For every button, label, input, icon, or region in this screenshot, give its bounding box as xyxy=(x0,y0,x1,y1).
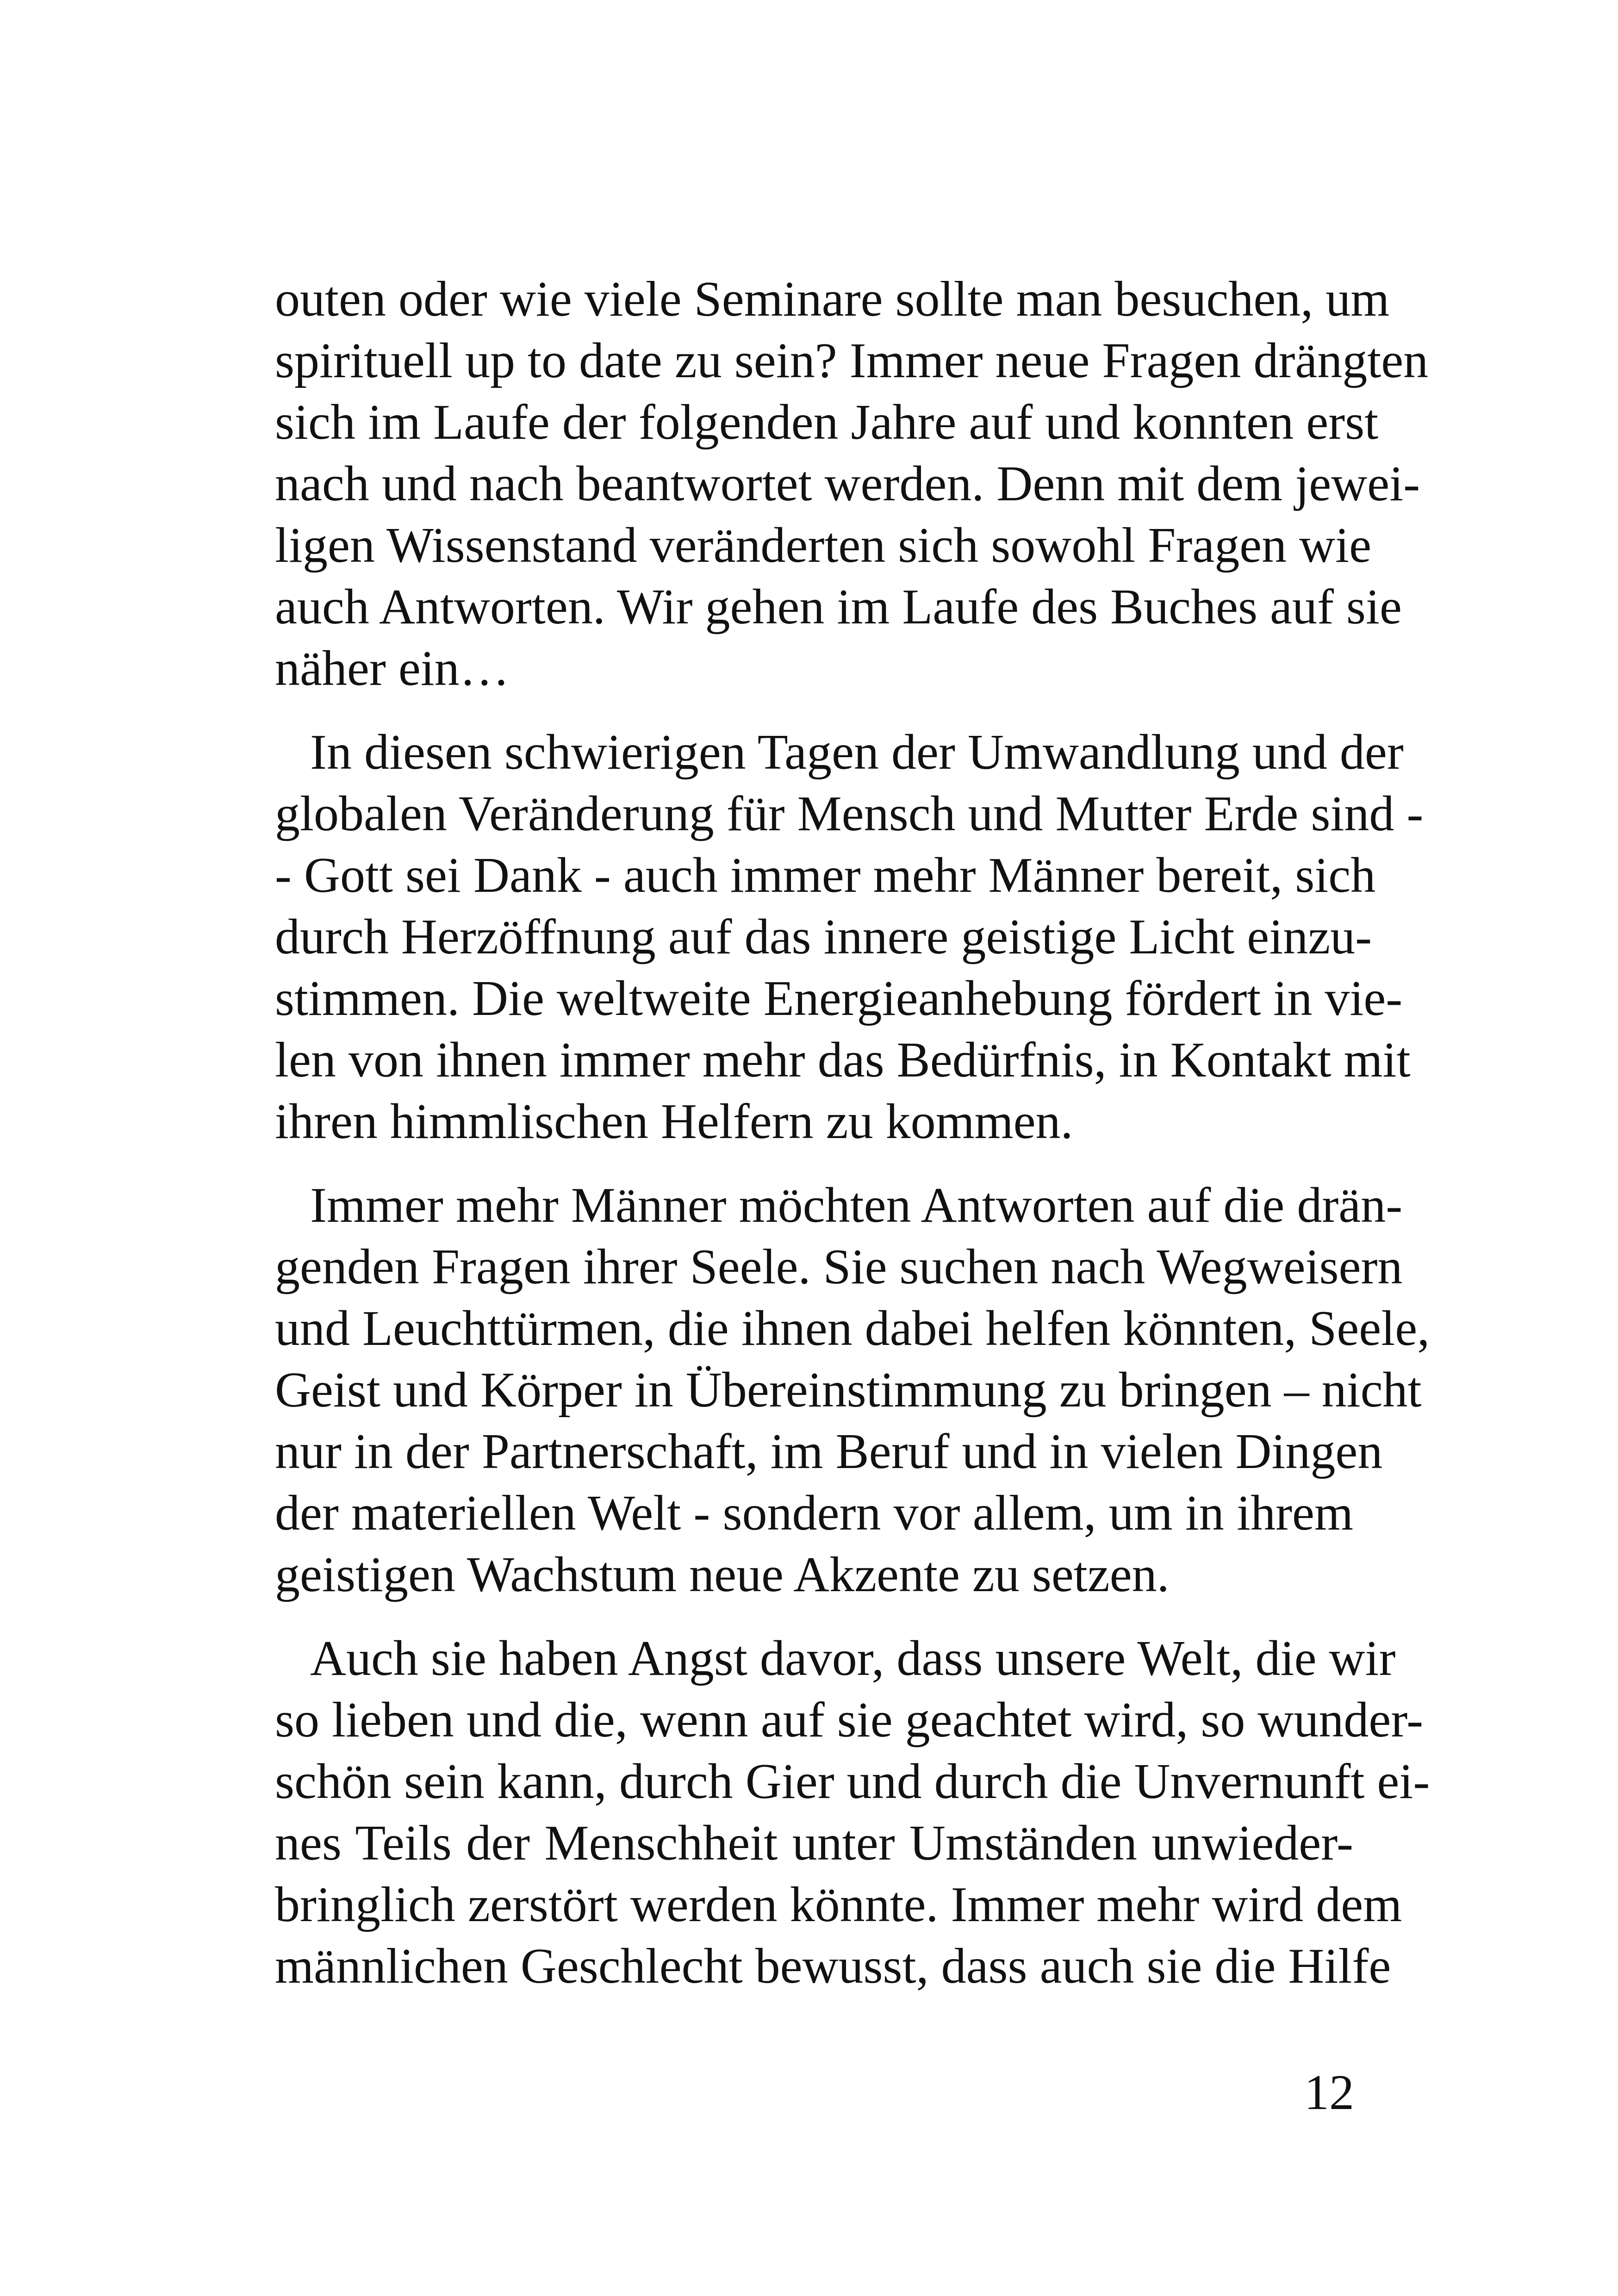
text-line: männlichen Geschlecht bewusst, dass auch sie die Hilfe xyxy=(275,1939,1391,1994)
text-line: nur in der Partnerschaft, im Beruf und in vielen Dingen xyxy=(275,1424,1383,1479)
paragraph-gap xyxy=(275,1152,1353,1175)
paragraph-3 xyxy=(275,1175,1430,1605)
text-line: und Leuchttürmen, die ihnen dabei helfen könnten, Seele, xyxy=(275,1301,1430,1356)
text-line: Geist und Körper in Übereinstimmung zu bringen – nicht xyxy=(275,1363,1422,1418)
paragraph-1 xyxy=(275,268,1429,699)
text-line: nach und nach beantwortet werden. Denn mit dem jewei- xyxy=(275,456,1420,511)
paragraph-4 xyxy=(275,1628,1430,1997)
text-line: - Gott sei Dank - auch immer mehr Männer bereit, sich xyxy=(275,848,1376,903)
text-line: Auch sie haben Angst davor, dass unsere Welt, die wir xyxy=(310,1631,1396,1686)
text-line: genden Fragen ihrer Seele. Sie suchen nach Wegweisern xyxy=(275,1239,1403,1294)
paragraph-gap xyxy=(275,699,1353,722)
text-line: In diesen schwierigen Tagen der Umwandlung und der xyxy=(310,725,1404,780)
text-line: sich im Laufe der folgenden Jahre auf und konnten erst xyxy=(275,395,1379,450)
text-line: ihren himmlischen Helfern zu kommen. xyxy=(275,1094,1073,1149)
text-line: nes Teils der Menschheit unter Umständen unwieder- xyxy=(275,1816,1353,1871)
text-line: bringlich zerstört werden könnte. Immer mehr wird dem xyxy=(275,1877,1402,1932)
text-line: näher ein… xyxy=(275,641,510,696)
paragraph-gap xyxy=(275,1605,1353,1628)
text-line: globalen Veränderung für Mensch und Mutter Erde sind - xyxy=(275,786,1424,841)
text-line: Immer mehr Männer möchten Antworten auf die drän- xyxy=(310,1178,1403,1233)
text-line: auch Antworten. Wir gehen im Laufe des Buches auf sie xyxy=(275,579,1402,635)
paragraph-2 xyxy=(275,722,1424,1152)
text-line: outen oder wie viele Seminare sollte man besuchen, um xyxy=(275,272,1390,327)
text-line: der materiellen Welt - sondern vor allem, um in ihrem xyxy=(275,1486,1353,1541)
text-line: ligen Wissenstand veränderten sich sowohl Fragen wie xyxy=(275,518,1372,573)
page-number: 12 xyxy=(1304,2065,1354,2120)
text-line: schön sein kann, durch Gier und durch die Unvernunft ei- xyxy=(275,1754,1430,1809)
text-line: spirituell up to date zu sein? Immer neue Fragen drängten xyxy=(275,333,1429,388)
text-line: so lieben und die, wenn auf sie geachtet wird, so wunder- xyxy=(275,1692,1424,1748)
text-line: stimmen. Die weltweite Energieanhebung fördert in vie- xyxy=(275,971,1403,1026)
text-line: geistigen Wachstum neue Akzente zu setzen. xyxy=(275,1547,1170,1602)
text-line: len von ihnen immer mehr das Bedürfnis, in Kontakt mit xyxy=(275,1033,1411,1088)
text-line: durch Herzöffnung auf das innere geistige Licht einzu- xyxy=(275,909,1372,964)
body-text xyxy=(275,268,1430,1997)
